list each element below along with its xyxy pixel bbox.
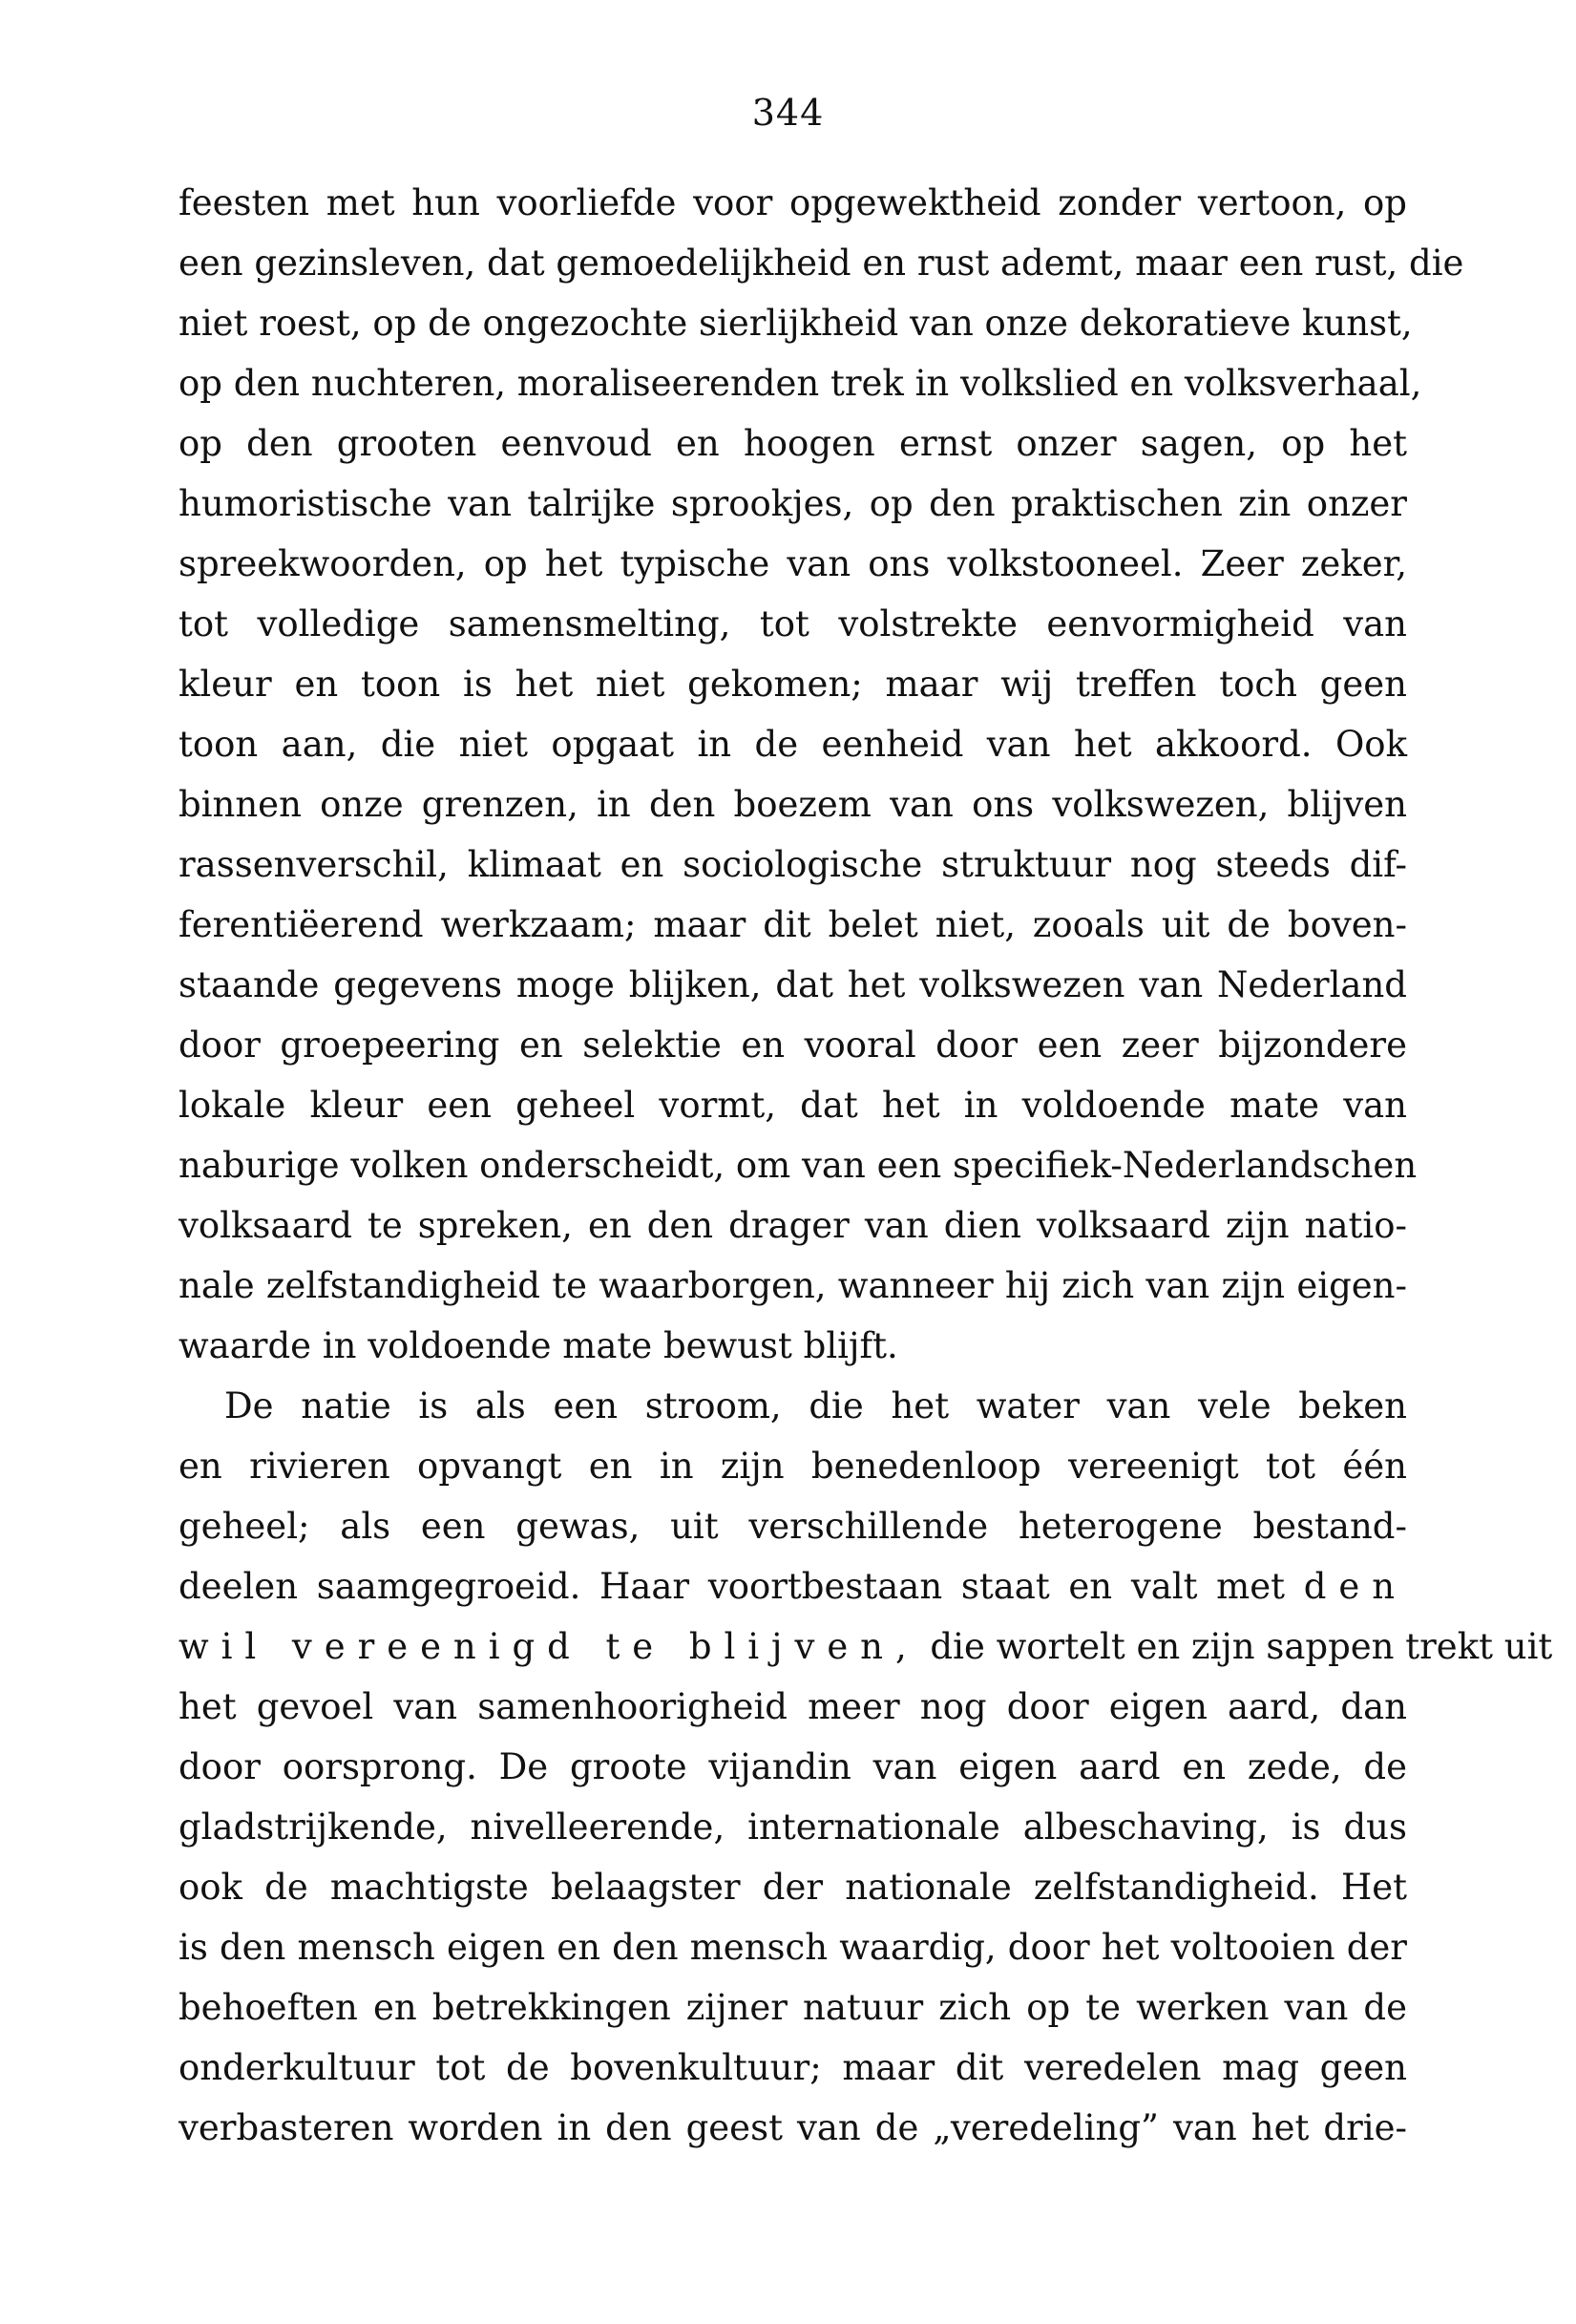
text-line: ook de machtigste belaagster der nationale zelfstandigheid. Het [179, 1867, 1407, 1908]
text-line: humoristische van talrijke sprookjes, op den praktischen zin onzer [179, 483, 1407, 524]
emphasized-text: den [1303, 1566, 1407, 1607]
text-line: geheel; als een gewas, uit verschillende heterogene bestand- [179, 1506, 1407, 1547]
text-line: volksaard te spreken, en den drager van dien volksaard zijn natio- [179, 1205, 1407, 1246]
text-line: binnen onze grenzen, in den boezem van ons volkswezen, blijven [179, 784, 1407, 825]
text-line: naburige volken onderscheidt, om van een specifiek-Nederlandschen [179, 1145, 1418, 1186]
text-line: staande gegevens moge blijken, dat het volkswezen van Nederland [179, 964, 1407, 1005]
text-line: gladstrijkende, nivelleerende, internationale albeschaving, is dus [179, 1806, 1407, 1848]
text-line: De natie is als een stroom, die het water van vele beken [224, 1385, 1407, 1426]
text-line: lokale kleur een geheel vormt, dat het in voldoende mate van [179, 1085, 1407, 1126]
paragraph-1 [179, 173, 1464, 1376]
body-text [179, 173, 1553, 2158]
text-line: rassenverschil, klimaat en sociologische struktuur nog steeds dif- [179, 844, 1407, 885]
text-line: kleur en toon is het niet gekomen; maar wij treffen toch geen [179, 664, 1407, 705]
text-line: tot volledige samensmelting, tot volstrekte eenvormigheid van [179, 603, 1407, 644]
text-line: behoeften en betrekkingen zijner natuur zich op te werken van de [179, 1987, 1407, 2028]
text-line: spreekwoorden, op het typische van ons volkstooneel. Zeer zeker, [179, 543, 1407, 584]
emphasized-text: wil vereenigd te blijven, [179, 1626, 919, 1667]
text-line: een gezinsleven, dat gemoedelijkheid en rust ademt, maar een rust, die [179, 243, 1464, 284]
text-line: toon aan, die niet opgaat in de eenheid van het akkoord. Ook [179, 724, 1407, 765]
text-line: het gevoel van samenhoorigheid meer nog door eigen aard, dan [179, 1686, 1407, 1727]
text-line: op den grooten eenvoud en hoogen ernst onzer sagen, op het [179, 423, 1407, 464]
paragraph-2 [179, 1376, 1553, 2158]
text-line: feesten met hun voorliefde voor opgewektheid zonder vertoon, op [179, 182, 1407, 223]
text-line: onderkultuur tot de bovenkultuur; maar dit veredelen mag geen [179, 2047, 1407, 2088]
text-line: waarde in voldoende mate bewust blijft. [179, 1325, 898, 1366]
text-line: niet roest, op de ongezochte sierlijkheid van onze dekoratieve kunst, [179, 303, 1413, 344]
text-line: ferentiëerend werkzaam; maar dit belet niet, zooals uit de boven- [179, 904, 1407, 945]
text-line: is den mensch eigen en den mensch waardig, door het voltooien der [179, 1927, 1407, 1968]
text-line: en rivieren opvangt en in zijn benedenloop vereenigt tot één [179, 1446, 1407, 1487]
text-line: verbasteren worden in den geest van de „veredeling” van het drie- [179, 2107, 1407, 2148]
text-line: door groepeering en selektie en vooral door een zeer bijzondere [179, 1025, 1407, 1066]
text-line: nale zelfstandigheid te waarborgen, wanneer hij zich van zijn eigen- [179, 1265, 1407, 1306]
page-number: 344 [751, 92, 825, 134]
text-segment: die wortelt en zijn sappen trekt uit [918, 1626, 1553, 1667]
text-line [179, 1556, 1407, 1616]
text-line [179, 1616, 1553, 1677]
text-line: op den nuchteren, moraliseerenden trek in volkslied en volksverhaal, [179, 363, 1422, 404]
text-segment: deelen saamgegroeid. Haar voortbestaan staat en valt met [179, 1566, 1304, 1607]
text-line: door oorsprong. De groote vijandin van eigen aard en zede, de [179, 1746, 1407, 1787]
